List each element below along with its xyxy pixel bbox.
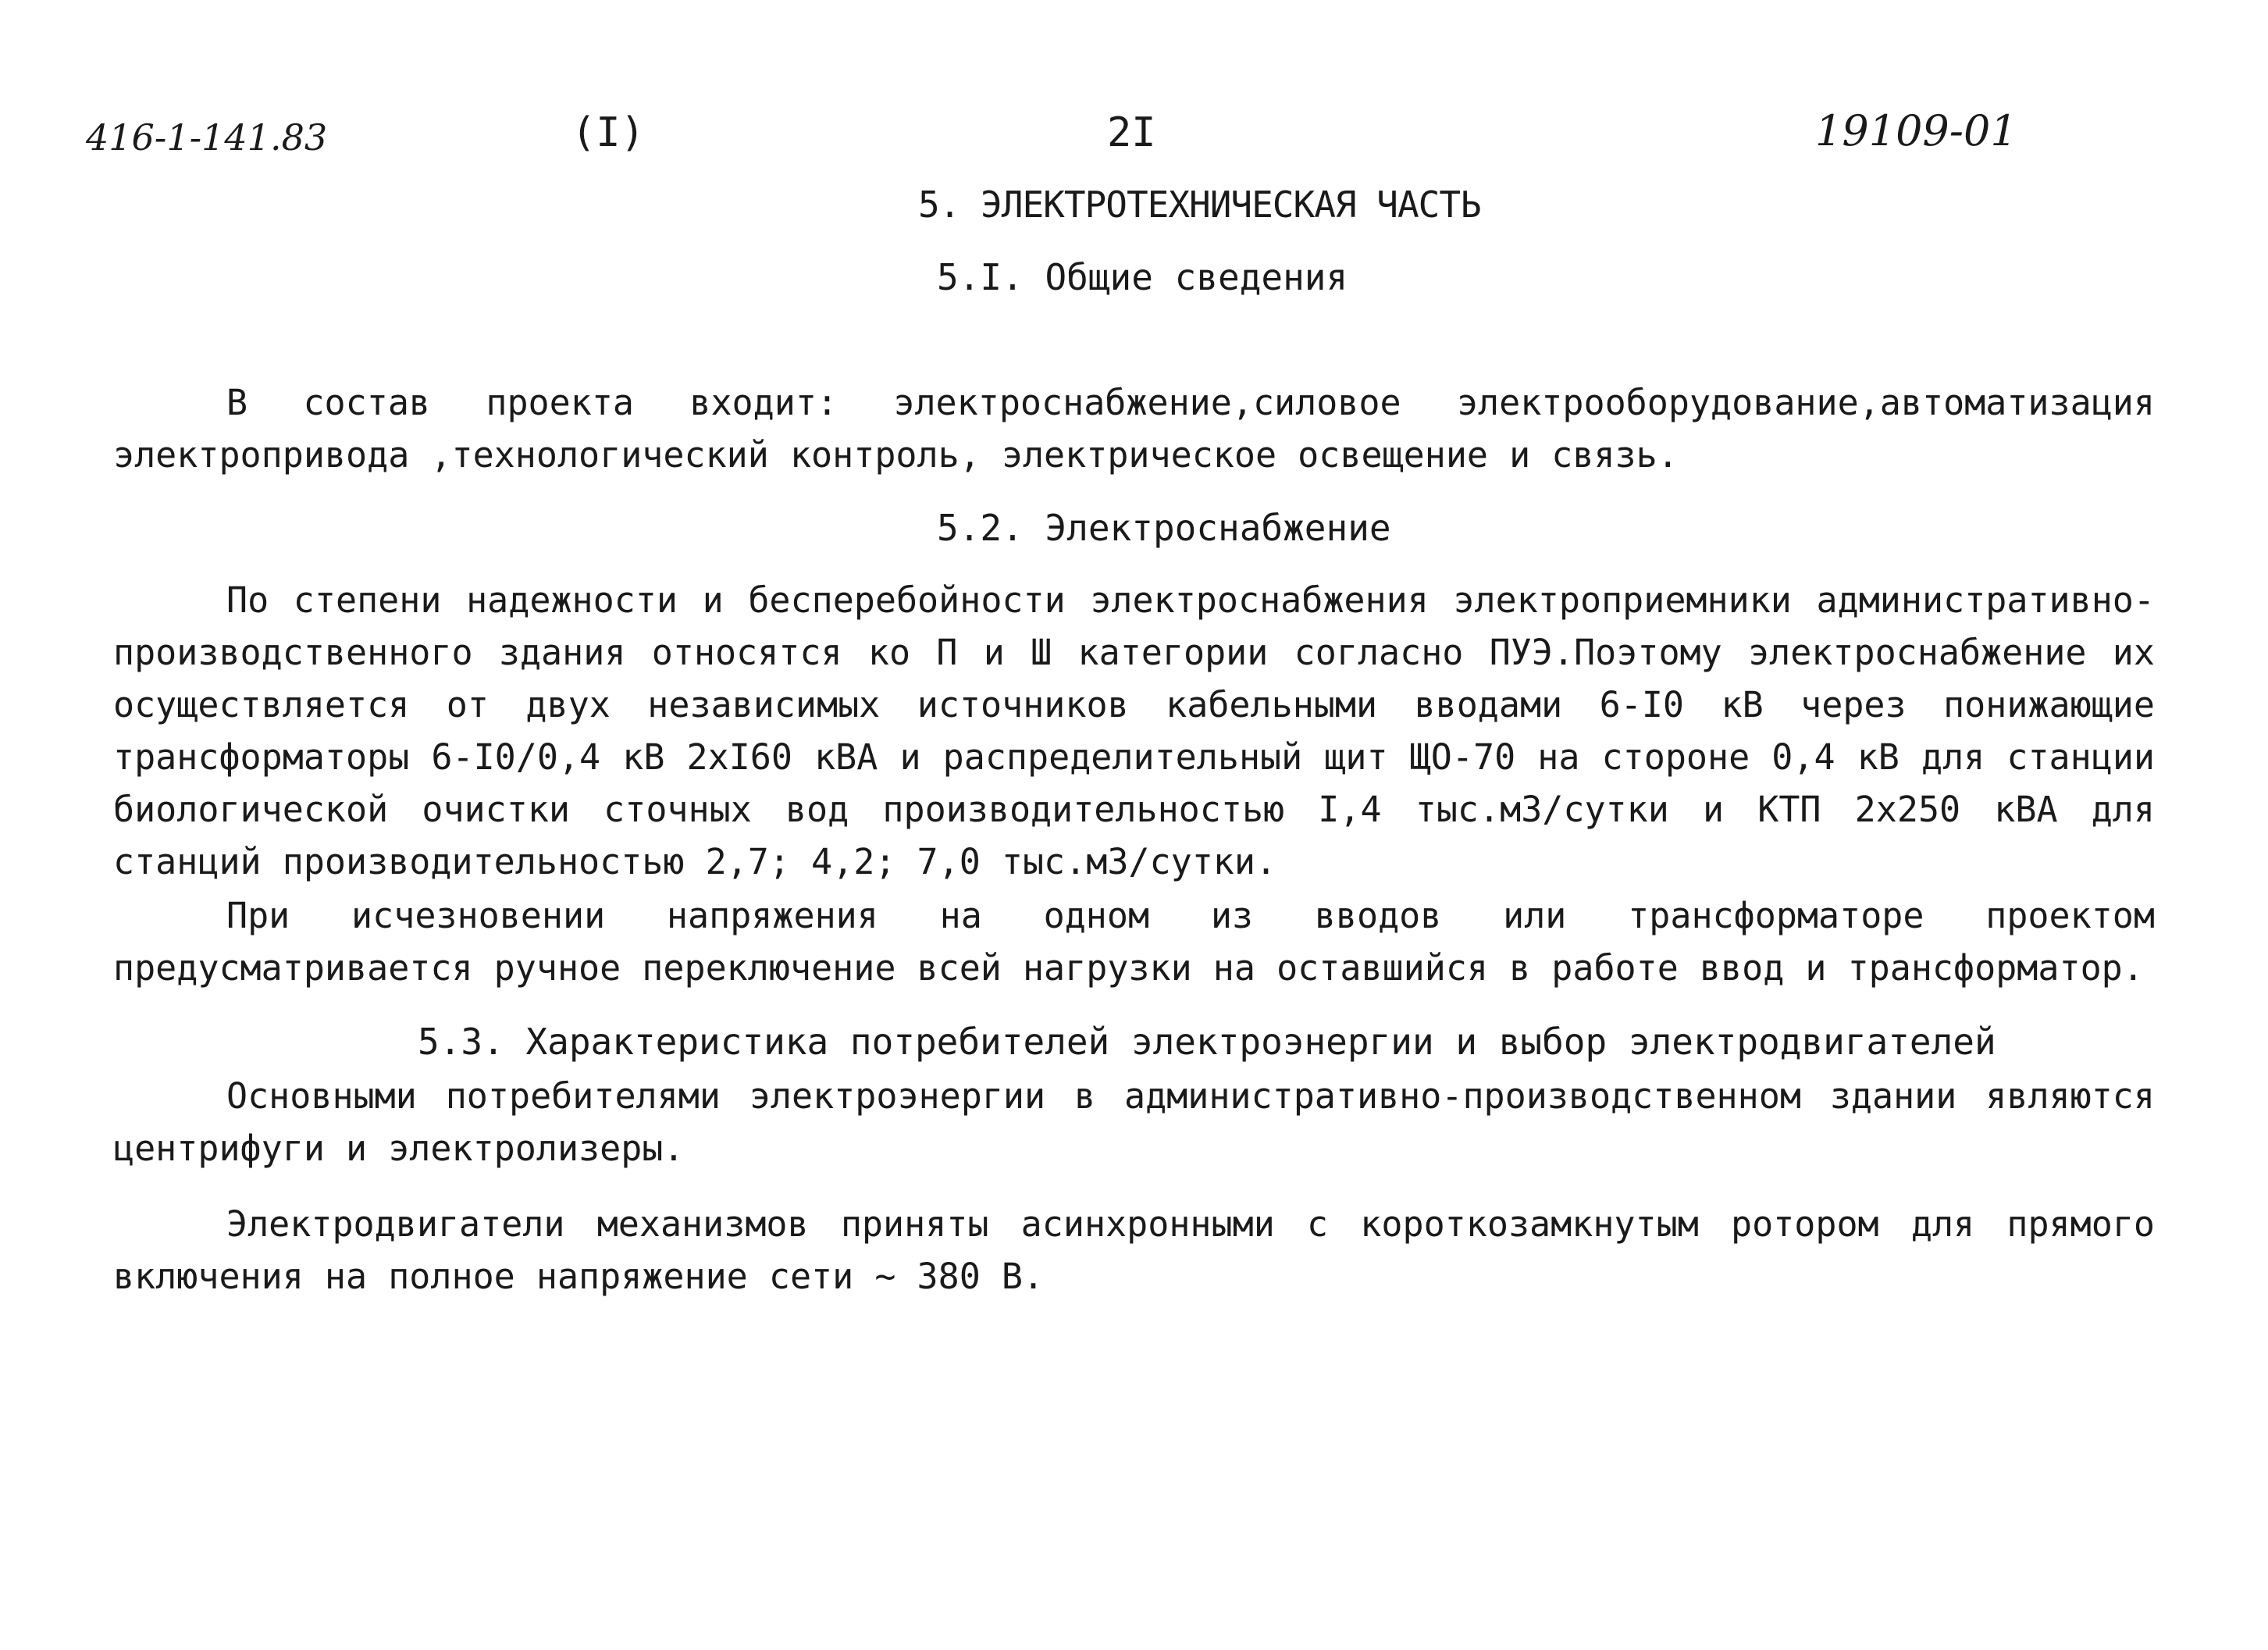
document-code: 416-1-141.83 xyxy=(86,116,328,159)
paragraph: В состав проекта входит: электроснабжение,силовое электрооборудование,автоматизация электропривода ,технологический контроль, электрическое освещение и связь. xyxy=(113,382,2155,476)
paragraph: Электродвигатели механизмов приняты асинхронными с короткозамкнутым ротором для прямого включения на полное напряжение сети ~ 380 В. xyxy=(113,1203,2155,1297)
subsection-title: 5.2. Электроснабжение xyxy=(937,507,1391,549)
paragraph: По степени надежности и бесперебойности электроснабжения электроприемники административно-производственного здания относятся ко П и Ш категории согласно ПУЭ.Поэтому электроснабжение их осуществляется от двух независимых источников кабельными вводами 6-I0 кВ через понижающие трансформаторы 6-I0/0,4 кВ 2хI60 кВА и распределительный щит ЩО-70 на стороне 0,4 кВ для станции биологической очистки сточных вод производительностью I,4 тыс.м3/сутки и КТП 2х250 кВА для станций производительностью 2,7; 4,2; 7,0 тыс.м3/сутки. xyxy=(113,579,2155,882)
inventory-number: 19109-01 xyxy=(1815,106,2017,155)
subsection-title: 5.I. Общие сведения xyxy=(937,256,1348,298)
subsection-title: 5.3. Характеристика потребителей электроэнергии и выбор электродвигателей xyxy=(418,1021,1996,1063)
paragraph: При исчезновении напряжения на одном из вводов или трансформаторе проектом предусматривается ручное переключение всей нагрузки на оставшийся в работе ввод и трансформатор. xyxy=(113,895,2155,989)
paragraph: Основными потребителями электроэнергии в административно-производственном здании являются центрифуги и электролизеры. xyxy=(113,1075,2155,1169)
section-title: 5. ЭЛЕКТРОТЕХНИЧЕСКАЯ ЧАСТЬ xyxy=(918,184,1481,226)
page-number: 2I xyxy=(1107,109,1156,156)
sheet-marker: (I) xyxy=(571,109,645,156)
